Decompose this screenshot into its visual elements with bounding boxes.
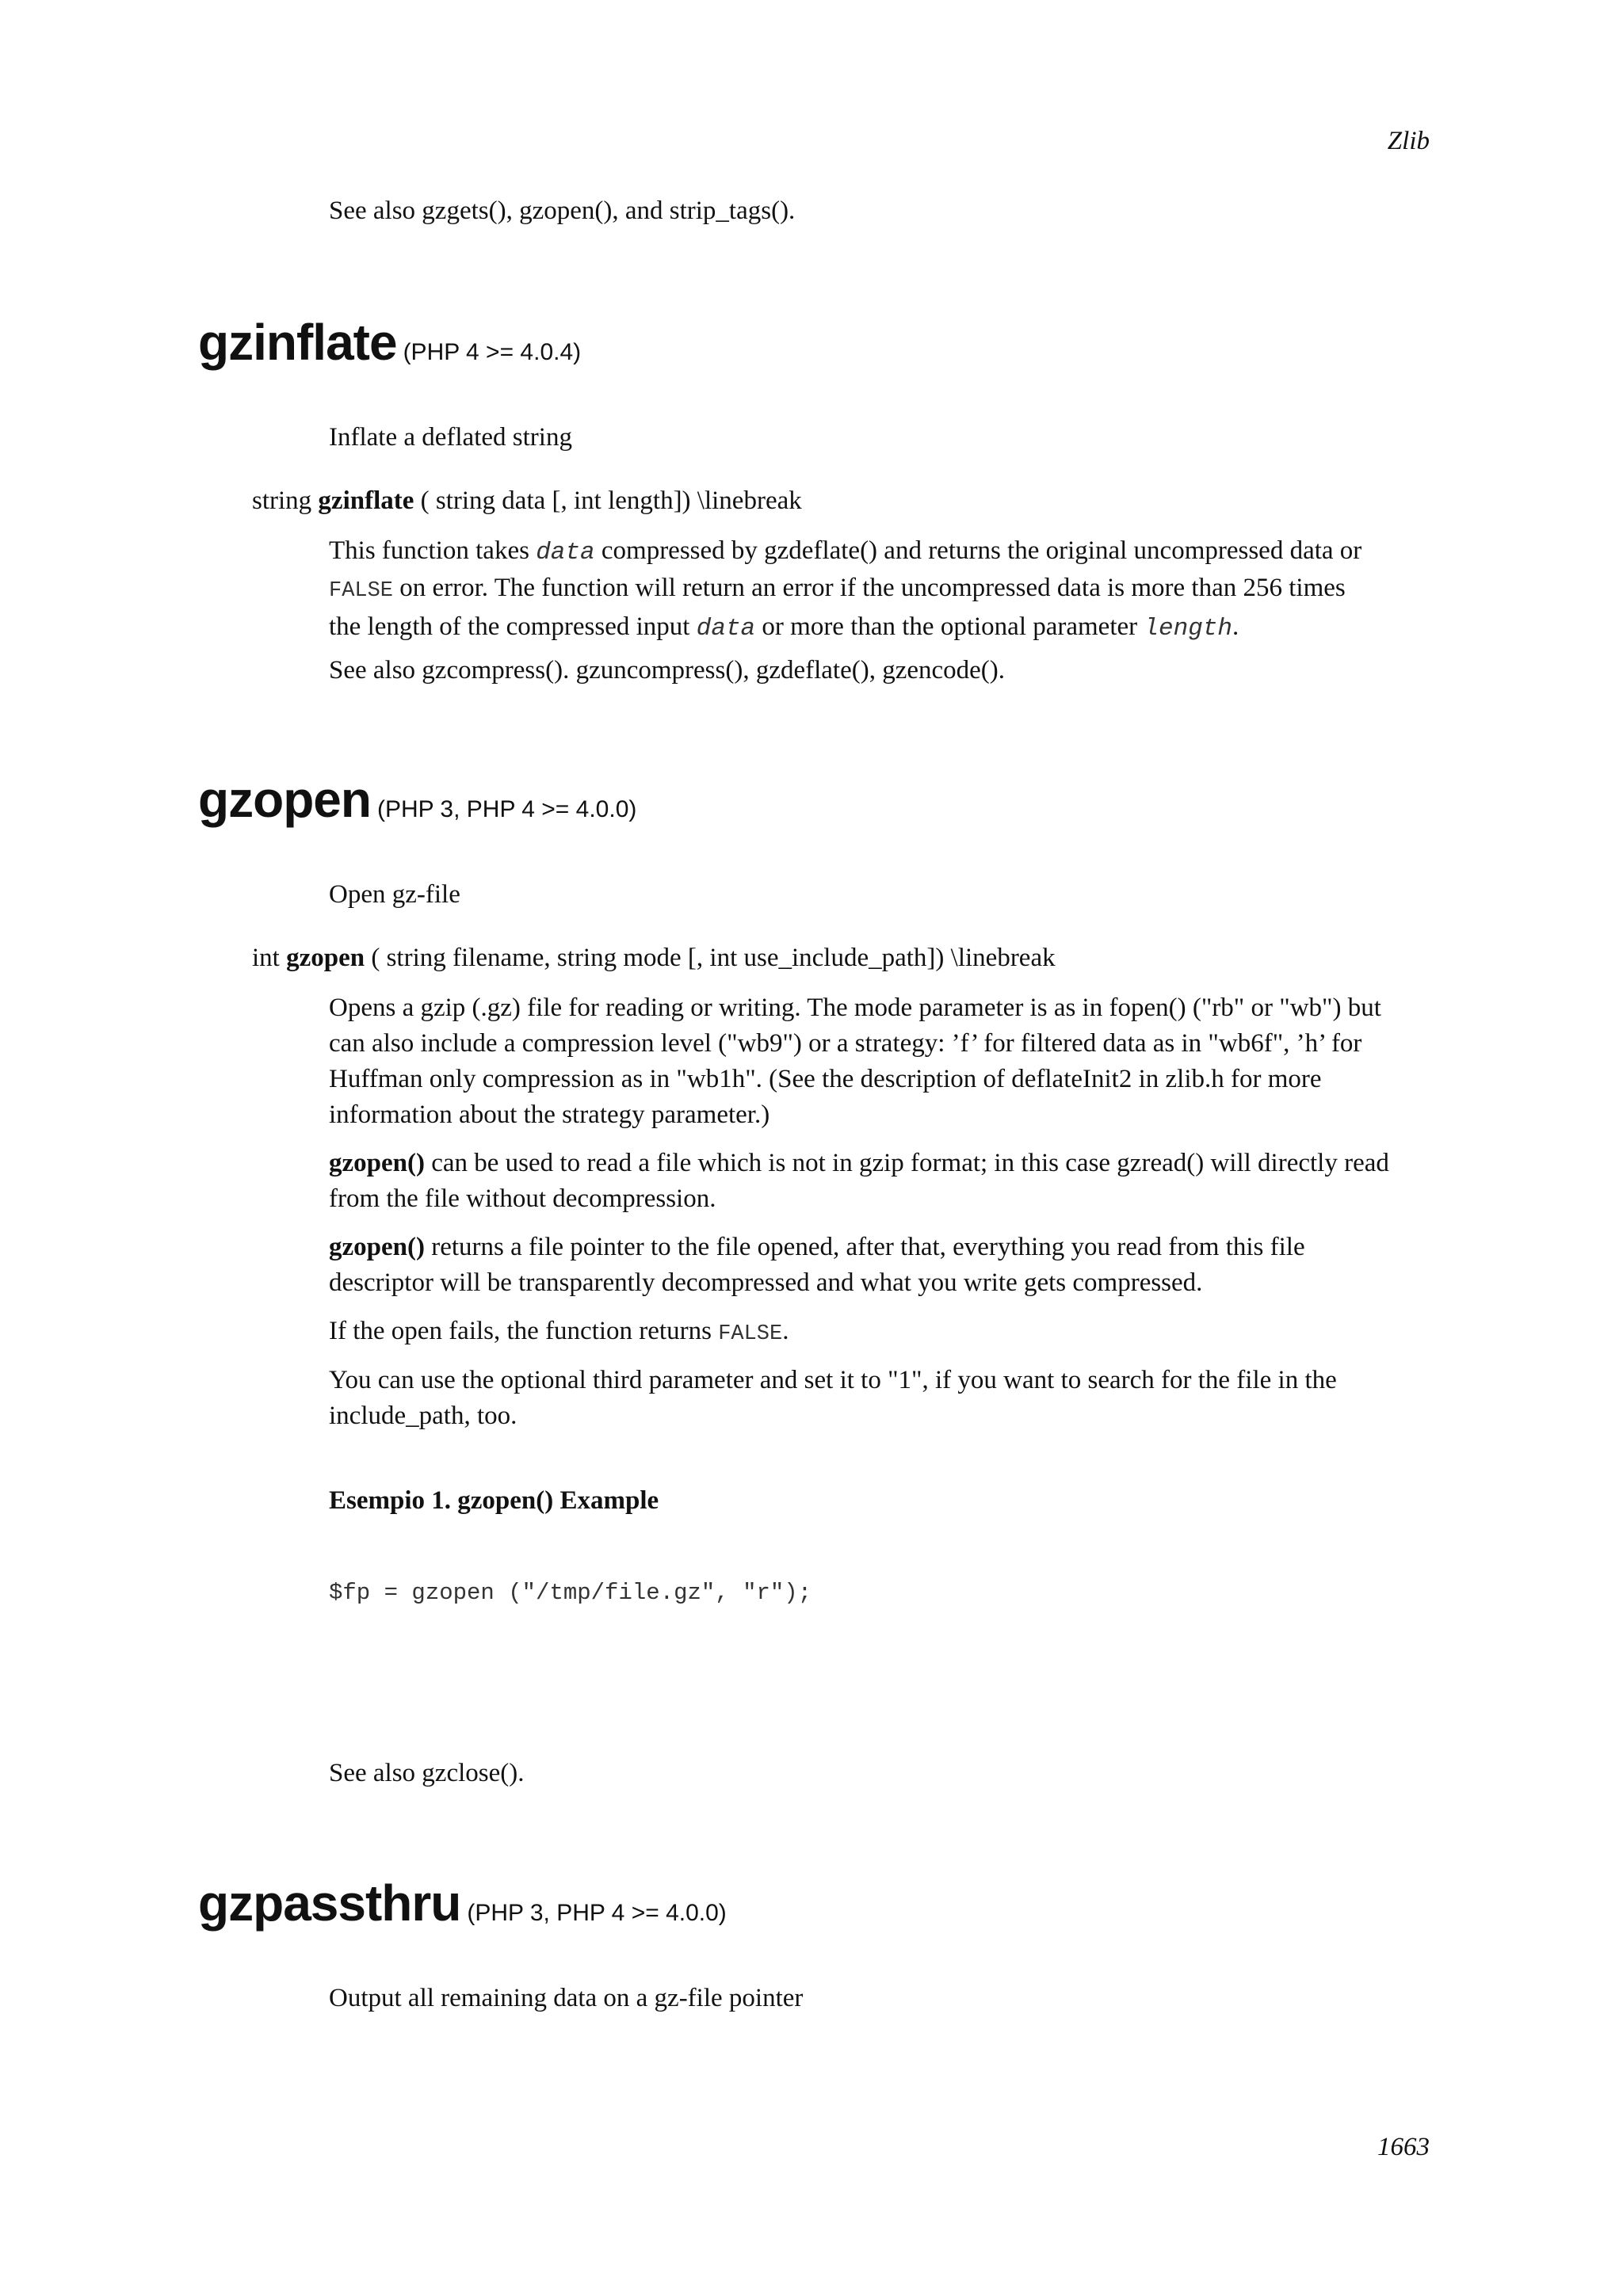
gzopen-description xyxy=(329,990,1438,1133)
return-type: int xyxy=(252,944,280,972)
const-false: FALSE xyxy=(718,1322,783,1346)
desc-line: Opens a gzip (.gz) file for reading or writing. The mode parameter is as in fopen() ("rb" or "wb") but xyxy=(329,994,1381,1022)
arguments: ( string data [, int length]) \linebreak xyxy=(420,486,802,515)
desc-text: the length of the compressed input xyxy=(329,612,697,641)
desc-text: can be used to read a file which is not in gzip format; in this case gzread() will directly read xyxy=(424,1149,1389,1177)
gzopen-heading xyxy=(198,770,636,829)
gzopen-include-path-note xyxy=(329,1363,1438,1434)
gzopen-failure-note xyxy=(329,1314,1438,1352)
function-ref: gzopen() xyxy=(329,1233,425,1261)
desc-text: This function takes xyxy=(329,536,537,565)
param-length: length xyxy=(1144,615,1233,643)
desc-line: can also include a compression level ("wb9") or a strategy: ’f’ for filtered data as in "wb6f", ’h’ for xyxy=(329,1029,1362,1058)
function-name: gzpassthru xyxy=(198,1875,461,1932)
gzpassthru-heading xyxy=(198,1874,727,1932)
gzopen-return-note xyxy=(329,1230,1438,1301)
const-false: FALSE xyxy=(329,579,394,603)
param-data: data xyxy=(536,539,595,566)
gzinflate-summary: Inflate a deflated string xyxy=(329,423,572,452)
desc-text: compressed by gzdeflate() and returns the original uncompressed data or xyxy=(594,536,1362,565)
function-name: gzopen xyxy=(198,771,371,828)
param-data: data xyxy=(696,615,756,643)
example-code: $fp = gzopen ("/tmp/file.gz", "r"); xyxy=(329,1580,812,1606)
desc-text: or more than the optional parameter xyxy=(755,612,1144,641)
page-number: 1663 xyxy=(1377,2133,1430,2161)
gzinflate-synopsis xyxy=(252,483,1441,519)
desc-line: information about the strategy parameter.) xyxy=(329,1100,770,1129)
desc-text: returns a file pointer to the file opened, after that, everything you read from this file xyxy=(424,1233,1305,1261)
arguments: ( string filename, string mode [, int use_include_path]) \linebreak xyxy=(371,944,1056,972)
desc-text: from the file without decompression. xyxy=(329,1184,716,1213)
function-name: gzinflate xyxy=(198,314,397,371)
gzopen-non-gzip-note xyxy=(329,1146,1438,1217)
desc-text: on error. The function will return an error if the uncompressed data is more than 256 times xyxy=(393,574,1346,602)
desc-text: If the open fails, the function returns xyxy=(329,1317,719,1345)
gzopen-summary: Open gz-file xyxy=(329,880,460,909)
desc-line: Huffman only compression as in "wb1h". (See the description of deflateInit2 in zlib.h for more xyxy=(329,1065,1322,1093)
example-title: Esempio 1. gzopen() Example xyxy=(329,1486,659,1515)
gzpassthru-summary: Output all remaining data on a gz-file pointer xyxy=(329,1984,804,2012)
return-type: string xyxy=(252,486,312,515)
desc-line: include_path, too. xyxy=(329,1402,517,1430)
desc-text: . xyxy=(782,1317,789,1345)
running-header: Zlib xyxy=(1387,127,1430,155)
desc-text: descriptor will be transparently decompressed and what you write gets compressed. xyxy=(329,1268,1203,1297)
desc-line: You can use the optional third parameter and set it to "1", if you want to search for the file in the xyxy=(329,1366,1337,1394)
gzinflate-description xyxy=(329,533,1438,646)
intro-see-also: See also gzgets(), gzopen(), and strip_tags(). xyxy=(329,196,796,225)
desc-text: . xyxy=(1232,612,1239,641)
php-version: (PHP 4 >= 4.0.4) xyxy=(403,339,582,365)
function-name: gzinflate xyxy=(318,486,414,515)
php-version: (PHP 3, PHP 4 >= 4.0.0) xyxy=(376,796,637,822)
function-name: gzopen xyxy=(286,944,365,972)
function-ref: gzopen() xyxy=(329,1149,425,1177)
php-version: (PHP 3, PHP 4 >= 4.0.0) xyxy=(467,1900,727,1926)
gzinflate-heading xyxy=(198,313,581,372)
gzopen-synopsis xyxy=(252,940,1441,976)
gzinflate-see-also: See also gzcompress(). gzuncompress(), gzdeflate(), gzencode(). xyxy=(329,656,1006,685)
gzopen-see-also: See also gzclose(). xyxy=(329,1759,525,1787)
